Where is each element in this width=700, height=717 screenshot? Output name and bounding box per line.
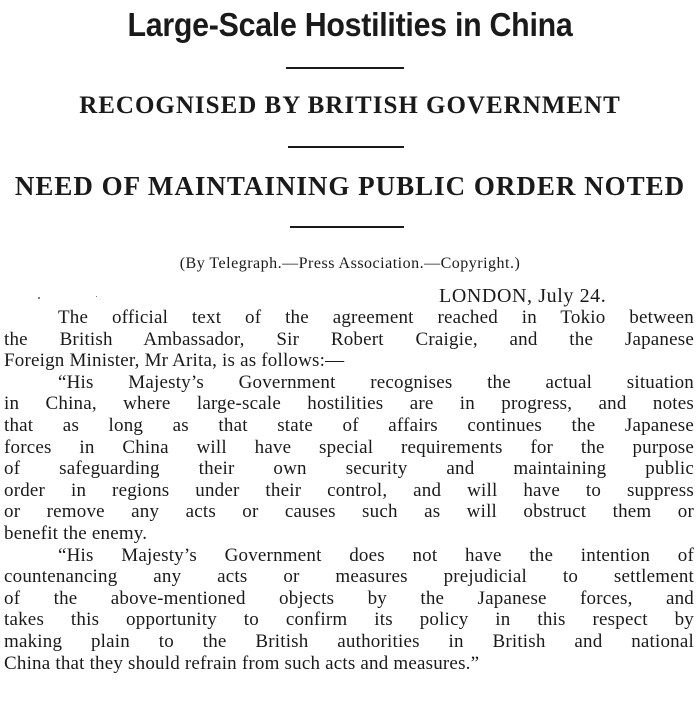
article-line: countenancing any acts or measures prejudicial to settlement [4,566,694,588]
article-line: the British Ambassador, Sir Robert Craigie, and the Japanese [4,328,694,350]
article-line: benefit the enemy. [4,522,148,544]
article-line: forces in China will have special requirements for the purpose [4,436,694,458]
subheadline-secondary: NEED OF MAINTAINING PUBLIC ORDER NOTED [14,171,686,201]
print-speck [96,296,97,297]
article-line: takes this opportunity to confirm its policy in this respect by [4,609,694,631]
article-line: making plain to the British authorities in British and national [4,630,694,652]
divider-rule [286,67,404,69]
article-line: The official text of the agreement reached in Tokio between [58,307,694,328]
divider-rule [290,226,404,228]
subheadline-primary: RECOGNISED BY BRITISH GOVERNMENT [79,92,621,119]
article-line: or remove any acts or causes such as will obstruct them or [4,501,694,523]
article-line: in China, where large-scale hostilities are in progress, and notes [4,393,694,415]
print-speck [38,297,40,299]
article-line: “His Majesty’s Government does not have the intention of [58,544,694,566]
article-line: China that they should refrain from such acts and measures.” [4,652,480,674]
article-body [4,307,694,674]
article-line: “His Majesty’s Government recognises the actual situation [58,371,694,393]
article-line: Foreign Minister, Mr Arita, is as follows:— [4,350,345,372]
headline: Large-Scale Hostilities in China [127,6,573,43]
article-line: that as long as that state of affairs continues the Japanese [4,414,694,436]
article-line: order in regions under their control, and will have to suppress [4,479,694,501]
divider-rule [288,146,404,148]
article-line: of the above-mentioned objects by the Japanese forces, and [4,587,694,609]
article-line: of safeguarding their own security and maintaining public [4,458,694,480]
wire-credit: (By Telegraph.—Press Association.—Copyright.) [179,255,521,272]
dateline: LONDON, July 24. [439,285,607,307]
